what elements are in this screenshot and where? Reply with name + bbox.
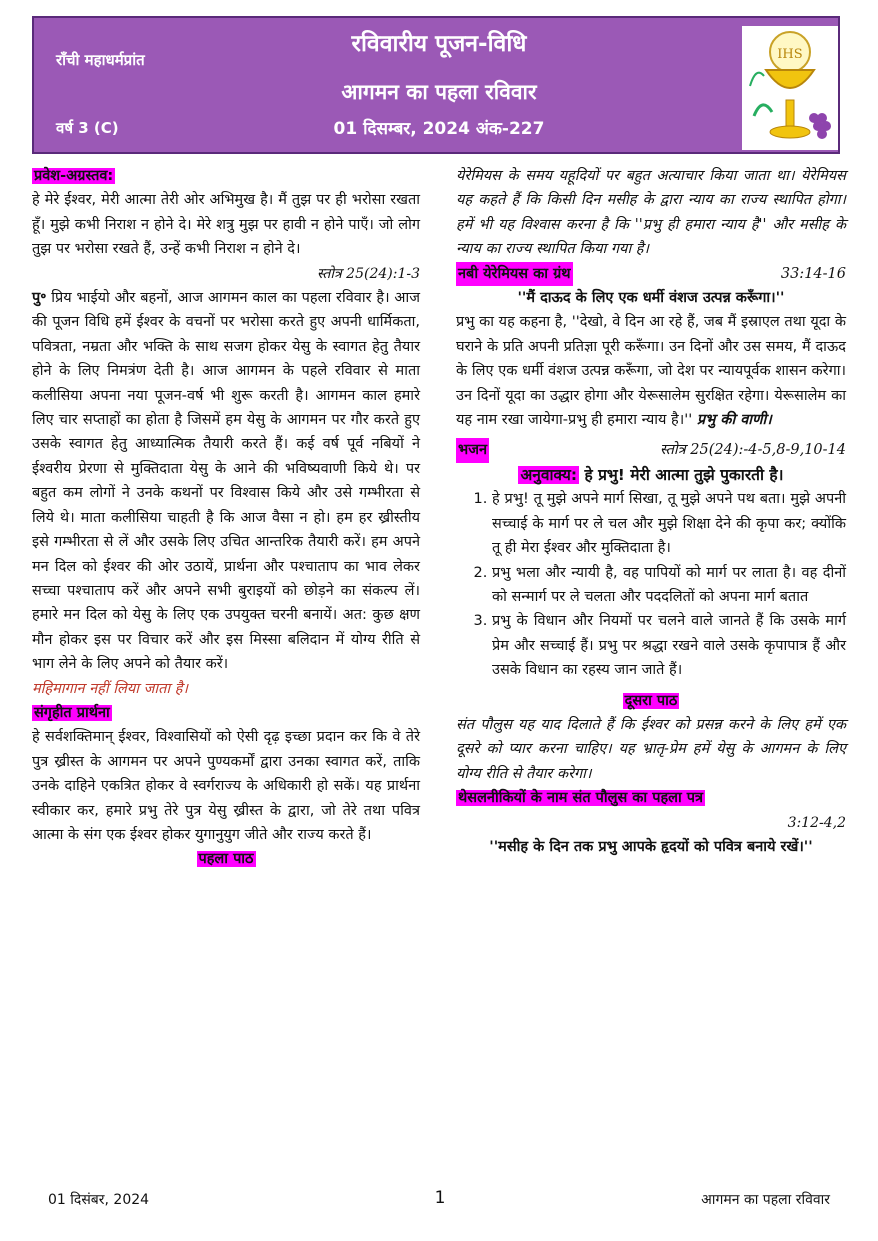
- header-banner: [32, 16, 840, 154]
- right-column: [456, 164, 846, 859]
- first-reading-heading: पहला पाठ: [198, 851, 254, 868]
- psalm-heading: भजन: [456, 438, 489, 462]
- diocese-name: राँची महाधर्मप्रांत: [56, 51, 145, 69]
- collect-heading: संगृहीत प्रार्थना: [34, 704, 110, 721]
- jeremiah-text: प्रभु का यह कहना है, ''देखो, वे दिन आ रहे हैं, जब मैं इस्राएल तथा यूदा के घराने के प्रति अपनी प्रतिज्ञा पूरी करूँगा। उन दिनों और उस समय, मैं दाऊद के लिए एक धर्मी वंशज उत्पन्न करूँगा, जो देश पर न्यायपूर्वक शासन करेगा। उन दिनों यूदा का उद्धार होगा और येरूसालेम सुरक्षित रहेगा। येरूसालेम का यह नाम रखा जायेगा-प्रभु ही हमारा न्याय है।'': [456, 314, 846, 429]
- entrance-reference: स्तोत्र 25(24):1-3: [316, 265, 420, 282]
- collect-prayer: हे सर्वशक्तिमान् ईश्वर, विश्वासियों को ऐसी दृढ़ इच्छा प्रदान कर कि वे तेरे पुत्र ख्रीस्त के आगमन पर अपने पुण्यकर्मों द्वारा उनका स्वागत करें, ताकि उनके दाहिने एकत्रित होकर वे स्वर्गराज्य के अधिकारी हो सकें। यह प्रार्थना स्वीकार कर, हमारे प्रभु तेरे पुत्र येसु ख्रीस्त के द्वारा, जो तेरे तथा पवित्र आत्मा के संग एक ईश्वर होकर युगानुयुग जीते और राज्य करते हैं।: [32, 729, 420, 843]
- jeremiah-reading: [456, 310, 846, 432]
- entrance-antiphon: हे मेरे ईश्वर, मेरी आत्मा तेरी ओर अभिमुख है। मैं तुझ पर ही भरोसा रखता हूँ। मुझे कभी निराश न होने दे। मेरे शत्रु मुझ पर हावी न होने पाएँ। जो लोग तुझ पर भरोसा रखते हैं, उन्हें कभी निराश न होने दे।: [32, 192, 420, 258]
- jeremiah-quote: ''मैं दाऊद के लिए एक धर्मी वंशज उत्पन्न करूँगा।'': [517, 290, 785, 307]
- psalm-verse: 2. प्रभु भला और न्यायी है, वह पापियों को मार्ग पर लाता है। वह दीनों को सन्मार्ग पर ले चलता और पददलितों को अपना मार्ग बतात: [492, 561, 846, 610]
- chalice-icon: [742, 26, 838, 150]
- word-of-lord: प्रभु की वाणी।: [696, 411, 772, 429]
- psalm-verse: 3. प्रभु के विधान और नियमों पर चलने वाले जानते हैं कि उसके मार्ग प्रेम और सच्चाई हैं। प्रभु पर श्रद्धा रखने वाले उसके कृपापात्र हैं और उसके विधान का रहस्य जान जाते हैं।: [492, 609, 846, 682]
- psalm-verse: 1. हे प्रभु! तू मुझे अपने मार्ग सिखा, तू मुझे अपने पथ बता। मुझे अपनी सच्चाई के मार्ग पर ले चल और मुझे शिक्षा देने की कृपा कर; क्योंकि तू ही मेरा ईश्वर और मुक्तिदाता है।: [492, 487, 846, 560]
- second-reading-heading: दूसरा पाठ: [624, 692, 678, 709]
- page-number: 1: [434, 1188, 446, 1208]
- paul-intro: संत पौलुस यह याद दिलाते हैं कि ईश्वर को प्रसन्न करने के लिए हमें एक दूसरे को प्यार करना चाहिए। यह भ्रातृ-प्रेम हमें येसु के आगमन के लिए योग्य रीति से तैयार करेगा।: [456, 716, 846, 782]
- page-title: रविवारीय पूजन-विधि: [351, 31, 527, 57]
- response-text: हे प्रभु! मेरी आत्मा तुझे पुकारती है।: [584, 465, 784, 484]
- issue-date: 01 दिसम्बर, 2024 अंक-227: [333, 119, 545, 139]
- introduction: [32, 286, 420, 677]
- introduction-text: प्रिय भाईयो और बहनों, आज आगमन काल का पहला रविवार है। आज की पूजन विधि हमें ईश्वर के वचनों पर भरोसा करते हुए अपनी धार्मिकता, पवित्रता, नम्रता और भक्ति के साथ सजग होकर येसु के स्वागत हेतु तैयार होने के लिए निमत्रंण देती है। आज आगमन के पहले रविवार से माता कलीसिया अपना नया पूजन-वर्ष भी शुरू करती है। आगमन काल हमारे लिए चार सप्ताहों का होता है जिसमें हम येसु के आगमन पर गौर करते हुए उसके स्वागत हेतु आध्यात्मिक तैयारी करते हैं। कई वर्ष पूर्व नबियों ने ईश्वरीय प्रेरणा से मुक्तिदाता येसु के आने की भविष्यवाणी किये थे। पर बहुत कम लोगों ने उनके कथनों पर विश्वास किये और उसे गम्भीरता से लिये थे। माता कलीसिया चाहती है कि आज वैसा न हो। हम हर ख्रीस्तीय इसे गम्भीरता से लें और उसके लिए उचित आन्तरिक तैयारी करें। हम अपने मन दिल को ईश्वर की ओर उठायें, प्रार्थना और पश्चाताप का भाव लेकर सच्चा पश्चाताप करें और अपने सभी बुराइयों को छोड़ने का संकल्प लें। हमारे मन दिल को येसु के लिए एक उपयुक्त चरनी बनायें। अत: कुछ क्षण मौन होकर इस पर विचार करें और इस मिस्सा बलिदान में योग्य रीति से भाग लेने के लिए अपने को तैयार करें।: [32, 290, 420, 673]
- priest-label: पु॰: [32, 290, 47, 307]
- jeremiah-heading: नबी येरेमियस का ग्रंथ: [456, 262, 573, 286]
- entrance-heading: प्रवेश-अग्रस्तव:: [34, 168, 114, 184]
- psalm-heading-row: [456, 438, 846, 462]
- page-subtitle: आगमन का पहला रविवार: [341, 80, 537, 104]
- footer-date: 01 दिसंबर, 2024: [48, 1192, 150, 1208]
- gloria-note: महिमागान नहीं लिया जाता है।: [32, 680, 188, 697]
- jeremiah-intro: येरेमियस के समय यहूदियों पर बहुत अत्याचार किया जाता था। येरेमियस यह कहते हैं कि किसी दिन मसीह के द्वारा न्याय का राज्य स्थापित होगा। हमें भी यह विश्वास करना है कि ''प्रभु ही हमारा न्याय है'' और मसीह के न्याय का राज्य स्थापित किया गया है।: [456, 168, 846, 258]
- left-column: [32, 164, 420, 872]
- psalm-reference: स्तोत्र 25(24):-4-5,8-9,10-14: [660, 442, 846, 459]
- response-label: अनुवाक्य:: [520, 465, 578, 484]
- thessalonians-heading: थेसलनीकियों के नाम संत पौलुस का पहला पत्र: [458, 790, 704, 807]
- psalm-verses: [456, 487, 846, 682]
- jeremiah-reference: 33:14-16: [780, 265, 846, 282]
- jeremiah-heading-row: [456, 262, 846, 286]
- chalice-logo: [742, 26, 838, 150]
- logo-text: IHS: [777, 47, 803, 62]
- year-label: वर्ष 3 (C): [56, 119, 119, 137]
- thessalonians-reference: 3:12-4,2: [787, 814, 846, 831]
- psalm-response: [456, 463, 846, 487]
- footer-title: आगमन का पहला रविवार: [701, 1192, 830, 1208]
- thessalonians-quote: ''मसीह के दिन तक प्रभु आपके हृदयों को पवित्र बनाये रखें।'': [489, 838, 813, 855]
